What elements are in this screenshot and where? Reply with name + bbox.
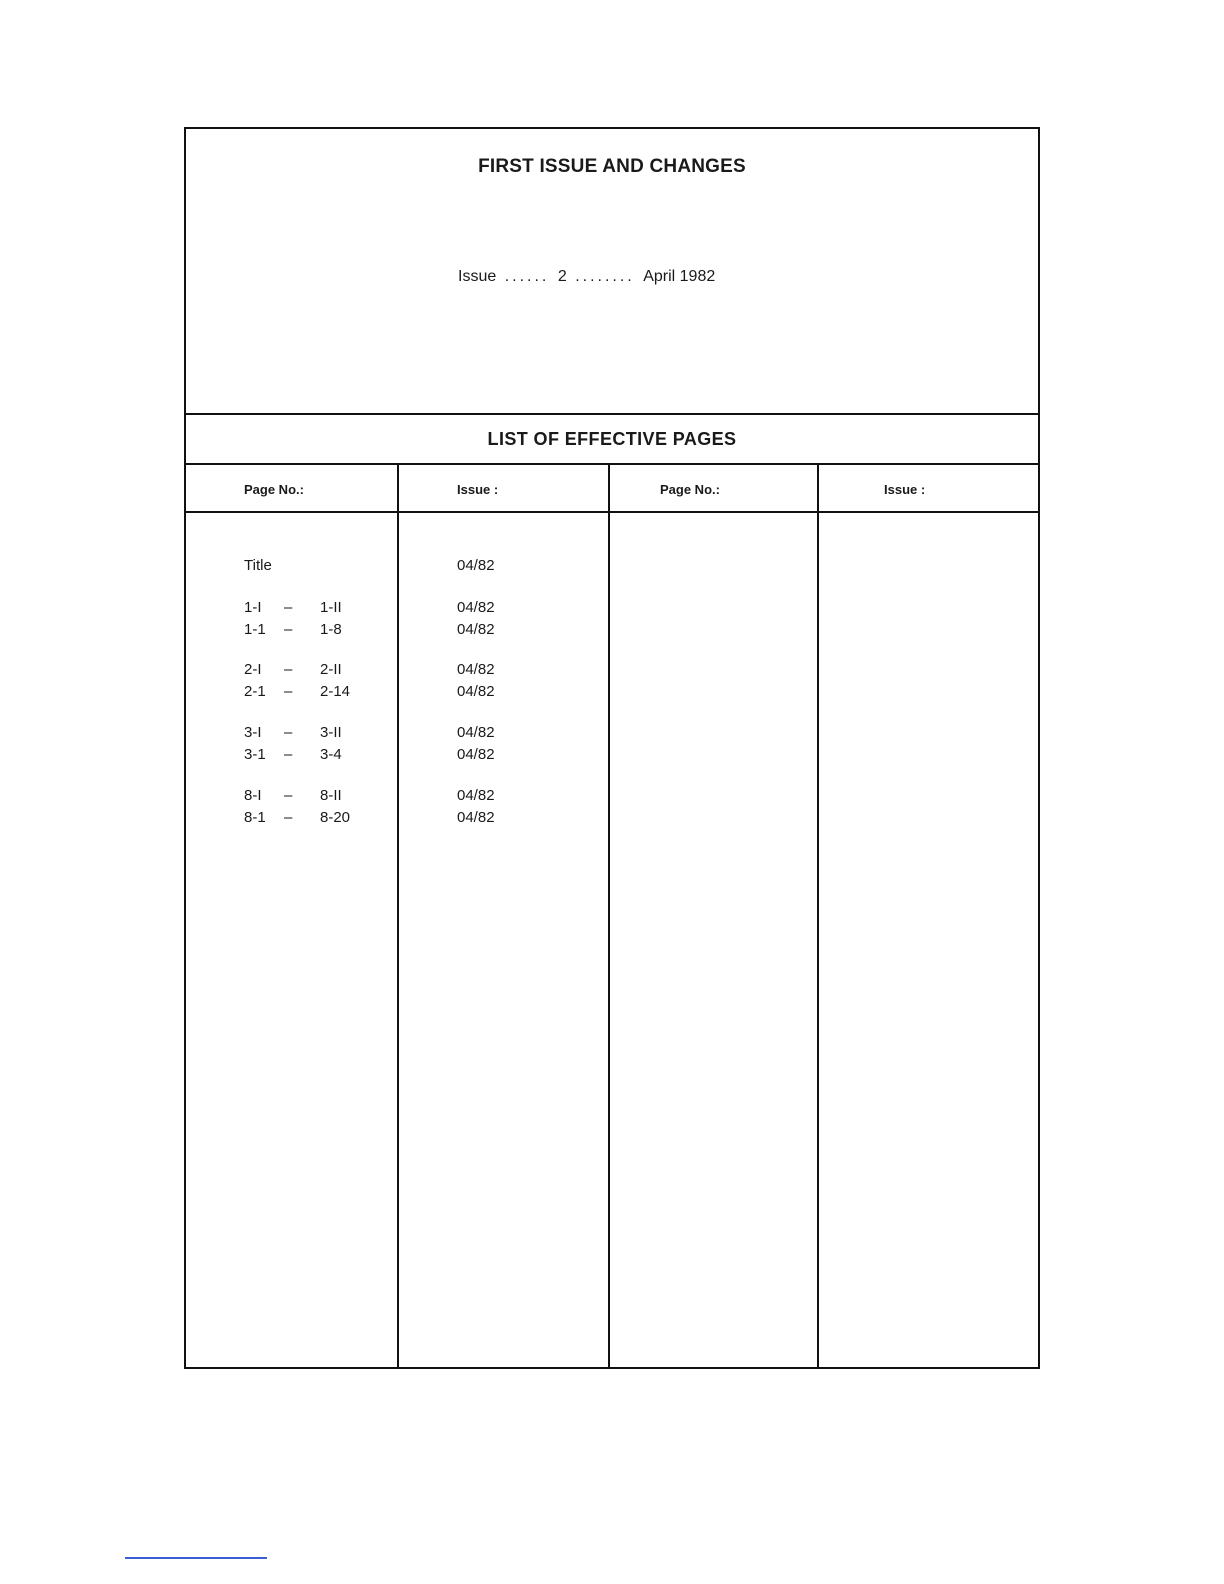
first-issue-section: [186, 129, 1038, 415]
issue-value: 04/82: [457, 724, 495, 741]
list-title-bar: [186, 413, 1038, 465]
table-header: [186, 463, 1038, 513]
document-frame: [184, 127, 1040, 1369]
section-title: FIRST ISSUE AND CHANGES: [478, 156, 746, 177]
issue-value: 04/82: [457, 746, 495, 763]
list-title: LIST OF EFFECTIVE PAGES: [487, 429, 737, 449]
page-range: Title: [244, 557, 272, 574]
column-divider: [397, 463, 399, 1367]
issue-number: 2: [557, 268, 567, 285]
issue-label: Issue: [458, 268, 497, 285]
issue-date: April 1982: [643, 268, 716, 285]
footer-rule: [125, 1557, 267, 1559]
issue-value: 04/82: [457, 621, 495, 638]
issue-value: 04/82: [457, 599, 495, 616]
leader-dots-left: ......: [504, 268, 550, 285]
column-divider: [817, 463, 819, 1367]
leader-dots-right: ........: [575, 268, 635, 285]
page-range: 3-1 – 3-4: [244, 746, 342, 763]
col-header-page-no-1: Page No.:: [244, 482, 304, 497]
column-divider: [608, 463, 610, 1367]
col-header-issue-2: Issue :: [884, 482, 926, 497]
issue-value: 04/82: [457, 557, 495, 574]
page-range: 8-I – 8-II: [244, 787, 342, 804]
col-header-issue-1: Issue :: [457, 482, 499, 497]
page-range: 3-I – 3-II: [244, 724, 342, 741]
page-range: 2-1 – 2-14: [244, 683, 351, 700]
issue-value: 04/82: [457, 661, 495, 678]
page-range: 1-I – 1-II: [244, 599, 342, 616]
col-header-page-no-2: Page No.:: [660, 482, 720, 497]
page-range: 2-I – 2-II: [244, 661, 342, 678]
issue-line: [458, 268, 715, 286]
issue-value: 04/82: [457, 809, 495, 826]
issue-value: 04/82: [457, 683, 495, 700]
issue-value: 04/82: [457, 787, 495, 804]
page-range: 8-1 – 8-20: [244, 809, 351, 826]
page-range: 1-1 – 1-8: [244, 621, 342, 638]
